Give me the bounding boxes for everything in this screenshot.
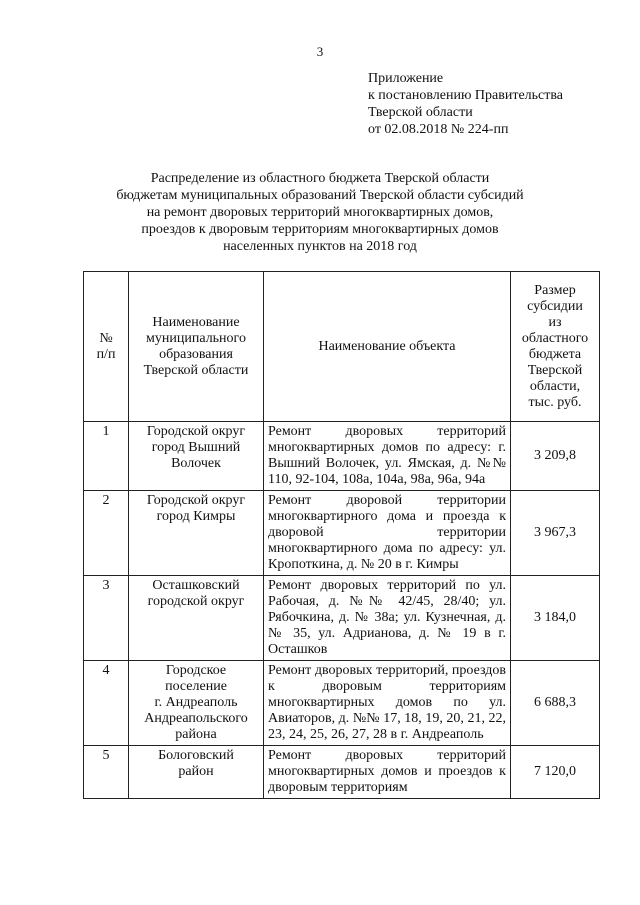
municipality-line: Волочек [171,456,221,471]
municipality-line: район [178,764,214,779]
appendix-line: к постановлению Правительства [368,88,564,103]
page-number: 3 [316,44,324,59]
row-number: 4 [84,661,129,746]
row-number: 2 [84,491,129,576]
header-number [84,272,129,422]
header-line: образования [159,346,233,362]
municipality-line: г. Андреаполь [154,695,238,710]
title-line: Распределение из областного бюджета Тверской области [150,171,490,186]
document-title [0,170,640,255]
row-number: 5 [84,746,129,799]
municipality-line: Осташковский [152,578,240,593]
row-number: 1 [84,422,129,491]
amount-cell: 7 120,0 [511,746,600,799]
header-line: п/п [96,346,116,362]
municipality-cell [129,491,264,576]
appendix-line: Приложение [368,71,444,86]
subsidy-table [83,271,600,799]
header-line: тыс. руб. [528,394,582,410]
title-line: на ремонт дворовых территорий многоквартирных домов, [146,205,494,220]
object-cell: Ремонт дворовой территории многоквартирного дома и проезда к дворовой территории многоквартирного дома по адресу: ул. Кропоткина, д. № 20 в г. Кимры [264,491,511,576]
municipality-line: Городской округ [146,493,246,508]
header-amount [511,272,600,422]
header-line: № [99,330,113,346]
header-line: муниципального [146,330,246,346]
municipality-cell [129,661,264,746]
table-header-row [84,272,600,422]
header-line: субсидии [527,298,583,314]
object-cell: Ремонт дворовых территорий многоквартирных домов и проездов к дворовым территориям [264,746,511,799]
header-line: из [548,314,562,330]
table-row [84,422,600,491]
municipality-line: город Вышний [151,440,241,455]
header-line: области, [529,378,581,394]
table-row [84,576,600,661]
title-line: проездов к дворовым территориям многоквартирных домов [141,222,499,237]
header-line: Наименование [152,314,240,330]
municipality-line: Городской округ [146,424,246,439]
header-line: областного [521,330,589,346]
header-line: Тверской [527,362,583,378]
table-row [84,661,600,746]
amount-cell: 6 688,3 [511,661,600,746]
header-line: Тверской области [143,362,249,378]
municipality-cell [129,746,264,799]
amount-cell: 3 209,8 [511,422,600,491]
municipality-line: Городское [165,663,227,678]
object-cell: Ремонт дворовых территорий многоквартирных домов по адресу: г. Вышний Волочек, ул. Ямская, д. №№ 110, 92-104, 108а, 104а, 98а, 96а, 94а [264,422,511,491]
title-line: населенных пунктов на 2018 год [223,239,417,254]
row-number: 3 [84,576,129,661]
municipality-cell [129,422,264,491]
municipality-cell [129,576,264,661]
appendix-line: Тверской области [368,105,473,120]
municipality-line: городской округ [147,594,245,609]
table-row [84,491,600,576]
appendix-line: от 02.08.2018 № 224-пп [368,122,509,137]
amount-cell: 3 967,3 [511,491,600,576]
table-row [84,746,600,799]
appendix-block [368,70,563,138]
header-line: Наименование объекта [318,338,456,354]
title-line: бюджетам муниципальных образований Тверской области субсидий [116,188,524,203]
header-line: Размер [534,282,576,298]
header-object [264,272,511,422]
amount-cell: 3 184,0 [511,576,600,661]
municipality-line: поселение [165,679,227,694]
header-line: бюджета [528,346,582,362]
municipality-line: город Кимры [156,509,236,524]
municipality-line: Андреапольского [144,711,248,726]
municipality-line: района [175,727,217,742]
object-cell: Ремонт дворовых территорий по ул. Рабочая, д. №№ 42/45, 28/40; ул. Рябочкина, д. № 38а; ул. Кузнечная, д. № 35, ул. Адрианова, д. № 19 в г. Осташков [264,576,511,661]
object-cell: Ремонт дворовых территорий, проездов к дворовым территориям многоквартирных домов по ул. Авиаторов, д. №№ 17, 18, 19, 20, 21, 22, 23, 24, 25, 26, 27, 28 в г. Андреаполь [264,661,511,746]
municipality-line: Бологовский [158,748,234,763]
header-municipality [129,272,264,422]
